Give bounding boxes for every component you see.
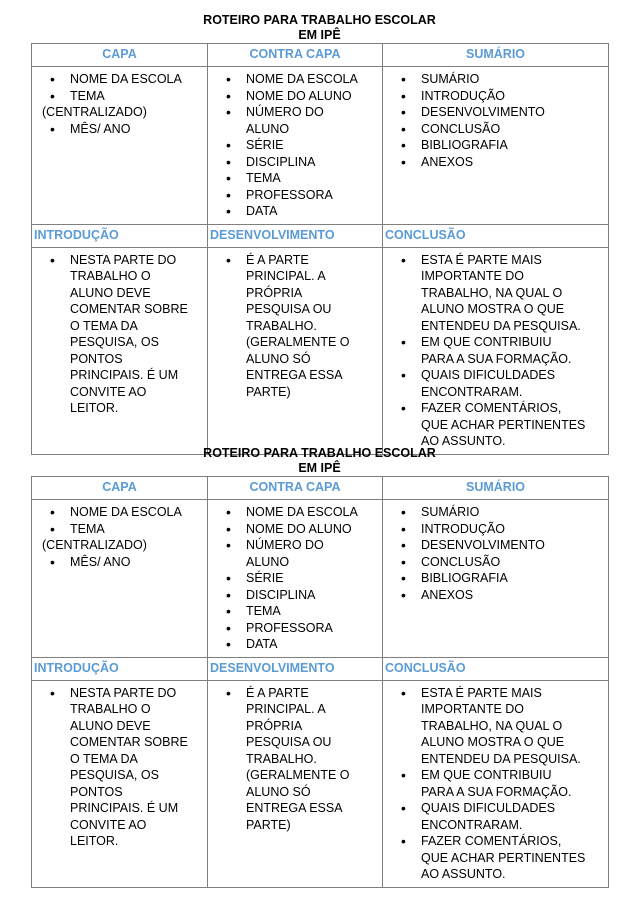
cell-contra-capa — [208, 500, 383, 658]
list-item: ALUNO SÓ — [246, 351, 311, 366]
list-item: • DATA — [246, 636, 382, 653]
list-item: PRINCIPAL. A — [246, 269, 326, 283]
header-conclusao: CONCLUSÃO — [383, 657, 609, 680]
list-item: • TEMA — [70, 88, 207, 105]
list-item: IMPORTANTE DO — [421, 269, 525, 283]
list-item: • SÉRIE — [246, 570, 382, 587]
cell-introducao — [32, 247, 208, 454]
list-item: (GERALMENTE O — [246, 768, 350, 782]
list-item: • FAZER COMENTÁRIOS, — [421, 833, 608, 850]
list-item: TRABALHO, NA QUAL O — [421, 285, 563, 300]
list-item: LEITOR. — [70, 834, 119, 848]
list-item: TRABALHO O — [70, 269, 151, 283]
list-item: ALUNO MOSTRA O QUE — [421, 302, 565, 316]
list-item: PRINCIPAIS. É UM — [70, 801, 179, 815]
list-item: • BIBLIOGRAFIA — [421, 570, 608, 587]
list-item: • NOME DA ESCOLA — [70, 504, 207, 521]
header-introducao: INTRODUÇÃO — [32, 657, 208, 680]
header-contra-capa: CONTRA CAPA — [208, 44, 383, 67]
list-item: • É A PARTE — [246, 252, 382, 269]
list-item: • DESENVOLVIMENTO — [421, 104, 608, 121]
cell-conclusao — [383, 247, 609, 454]
list-item: • QUAIS DIFICULDADES — [421, 367, 608, 384]
list-item: O TEMA DA — [70, 751, 138, 766]
list-item: • ESTA É PARTE MAIS — [421, 252, 608, 269]
list-item: (GERALMENTE O — [246, 335, 350, 349]
list-item: ALUNO DEVE — [70, 285, 151, 300]
title-line-1: ROTEIRO PARA TRABALHO ESCOLAR — [203, 446, 436, 460]
header-desenvolvimento: DESENVOLVIMENTO — [208, 657, 383, 680]
list-item: PONTOS — [70, 784, 123, 799]
document-title — [31, 13, 608, 43]
list-item: • SUMÁRIO — [421, 504, 608, 521]
list-item: • SÉRIE — [246, 137, 382, 154]
cell-contra-capa — [208, 67, 383, 225]
list-item: • PROFESSORA — [246, 187, 382, 204]
list-item: PONTOS — [70, 351, 123, 366]
roteiro-block-1 — [31, 13, 608, 455]
cell-introducao — [32, 680, 208, 887]
list-item: PARTE) — [246, 384, 291, 399]
list-item: COMENTAR SOBRE — [70, 735, 188, 749]
title-line-1: ROTEIRO PARA TRABALHO ESCOLAR — [203, 13, 436, 27]
list-item: • ANEXOS — [421, 154, 608, 171]
list-item: PRÓPRIA — [246, 718, 303, 733]
list-item: PESQUISA OU — [246, 302, 332, 316]
list-item: TRABALHO O — [70, 702, 151, 716]
list-item: • NÚMERO DO — [246, 104, 382, 121]
header-sumario: SUMÁRIO — [383, 44, 609, 67]
roteiro-table — [31, 43, 609, 455]
header-capa: CAPA — [32, 477, 208, 500]
list-item: • É A PARTE — [246, 685, 382, 702]
list-item: PRINCIPAIS. É UM — [70, 368, 179, 382]
list-item: • TEMA — [246, 170, 382, 187]
list-item: COMENTAR SOBRE — [70, 302, 188, 316]
list-item: ALUNO DEVE — [70, 718, 151, 733]
list-item: ALUNO — [246, 121, 290, 136]
header-desenvolvimento: DESENVOLVIMENTO — [208, 224, 383, 247]
list-item: • CONCLUSÃO — [421, 121, 608, 138]
list-item: AO ASSUNTO. — [421, 434, 506, 448]
cell-desenvolvimento — [208, 247, 383, 454]
cell-desenvolvimento — [208, 680, 383, 887]
list-item: QUE ACHAR PERTINENTES — [421, 850, 586, 865]
list-item: LEITOR. — [70, 401, 119, 415]
list-item: ENCONTRARAM. — [421, 817, 523, 832]
roteiro-block-2 — [31, 446, 608, 888]
cell-capa — [32, 500, 208, 658]
list-item: • QUAIS DIFICULDADES — [421, 800, 608, 817]
list-item: • FAZER COMENTÁRIOS, — [421, 400, 608, 417]
list-item: • TEMA — [246, 603, 382, 620]
list-item: PESQUISA, OS — [70, 768, 159, 782]
list-item: • CONCLUSÃO — [421, 554, 608, 571]
cell-sumario — [383, 67, 609, 225]
list-item: • PROFESSORA — [246, 620, 382, 637]
list-item: O TEMA DA — [70, 318, 138, 333]
list-item: • NOME DO ALUNO — [246, 521, 382, 538]
list-item: • DESENVOLVIMENTO — [421, 537, 608, 554]
list-item: • NÚMERO DO — [246, 537, 382, 554]
list-item: PARA A SUA FORMAÇÃO. — [421, 351, 572, 366]
list-item: • NOME DA ESCOLA — [246, 71, 382, 88]
list-item: • MÊS/ ANO — [70, 554, 207, 571]
list-item: CONVITE AO — [70, 384, 147, 399]
list-item: QUE ACHAR PERTINENTES — [421, 417, 586, 432]
list-item: • ANEXOS — [421, 587, 608, 604]
list-item: IMPORTANTE DO — [421, 702, 525, 716]
cell-capa — [32, 67, 208, 225]
list-item: ENTREGA ESSA — [246, 801, 343, 815]
list-item: • SUMÁRIO — [421, 71, 608, 88]
cell-conclusao — [383, 680, 609, 887]
list-item: (CENTRALIZADO) — [42, 105, 147, 119]
header-conclusao: CONCLUSÃO — [383, 224, 609, 247]
header-capa: CAPA — [32, 44, 208, 67]
list-item: TRABALHO. — [246, 318, 317, 333]
list-item: • EM QUE CONTRIBUIU — [421, 334, 608, 351]
list-item: • INTRODUÇÃO — [421, 88, 608, 105]
list-item: ALUNO — [246, 554, 290, 569]
title-line-2: EM IPÊ — [298, 28, 341, 42]
list-item: • DISCIPLINA — [246, 587, 382, 604]
list-item: • NOME DA ESCOLA — [246, 504, 382, 521]
list-item: ENTREGA ESSA — [246, 368, 343, 382]
list-item: • BIBLIOGRAFIA — [421, 137, 608, 154]
header-introducao: INTRODUÇÃO — [32, 224, 208, 247]
list-item: • INTRODUÇÃO — [421, 521, 608, 538]
list-item: PRINCIPAL. A — [246, 702, 326, 716]
list-item: • DATA — [246, 203, 382, 220]
list-item: ENTENDEU DA PESQUISA. — [421, 751, 581, 766]
list-item: (CENTRALIZADO) — [42, 538, 147, 552]
list-item: ENTENDEU DA PESQUISA. — [421, 318, 581, 333]
list-item: • EM QUE CONTRIBUIU — [421, 767, 608, 784]
header-sumario: SUMÁRIO — [383, 477, 609, 500]
cell-sumario — [383, 500, 609, 658]
list-item: CONVITE AO — [70, 817, 147, 832]
list-item: • NESTA PARTE DO — [70, 252, 207, 269]
list-item: • NESTA PARTE DO — [70, 685, 207, 702]
list-item: ALUNO MOSTRA O QUE — [421, 735, 565, 749]
header-contra-capa: CONTRA CAPA — [208, 477, 383, 500]
list-item: TRABALHO, NA QUAL O — [421, 718, 563, 733]
list-item: • NOME DO ALUNO — [246, 88, 382, 105]
list-item: PARTE) — [246, 817, 291, 832]
list-item: • ESTA É PARTE MAIS — [421, 685, 608, 702]
list-item: • DISCIPLINA — [246, 154, 382, 171]
document-title — [31, 446, 608, 476]
list-item: PRÓPRIA — [246, 285, 303, 300]
list-item: PESQUISA OU — [246, 735, 332, 749]
list-item: AO ASSUNTO. — [421, 867, 506, 881]
list-item: • TEMA — [70, 521, 207, 538]
list-item: ENCONTRARAM. — [421, 384, 523, 399]
title-line-2: EM IPÊ — [298, 461, 341, 475]
list-item: • MÊS/ ANO — [70, 121, 207, 138]
list-item: PESQUISA, OS — [70, 335, 159, 349]
list-item: TRABALHO. — [246, 751, 317, 766]
list-item: PARA A SUA FORMAÇÃO. — [421, 784, 572, 799]
list-item: • NOME DA ESCOLA — [70, 71, 207, 88]
list-item: ALUNO SÓ — [246, 784, 311, 799]
roteiro-table — [31, 476, 609, 888]
